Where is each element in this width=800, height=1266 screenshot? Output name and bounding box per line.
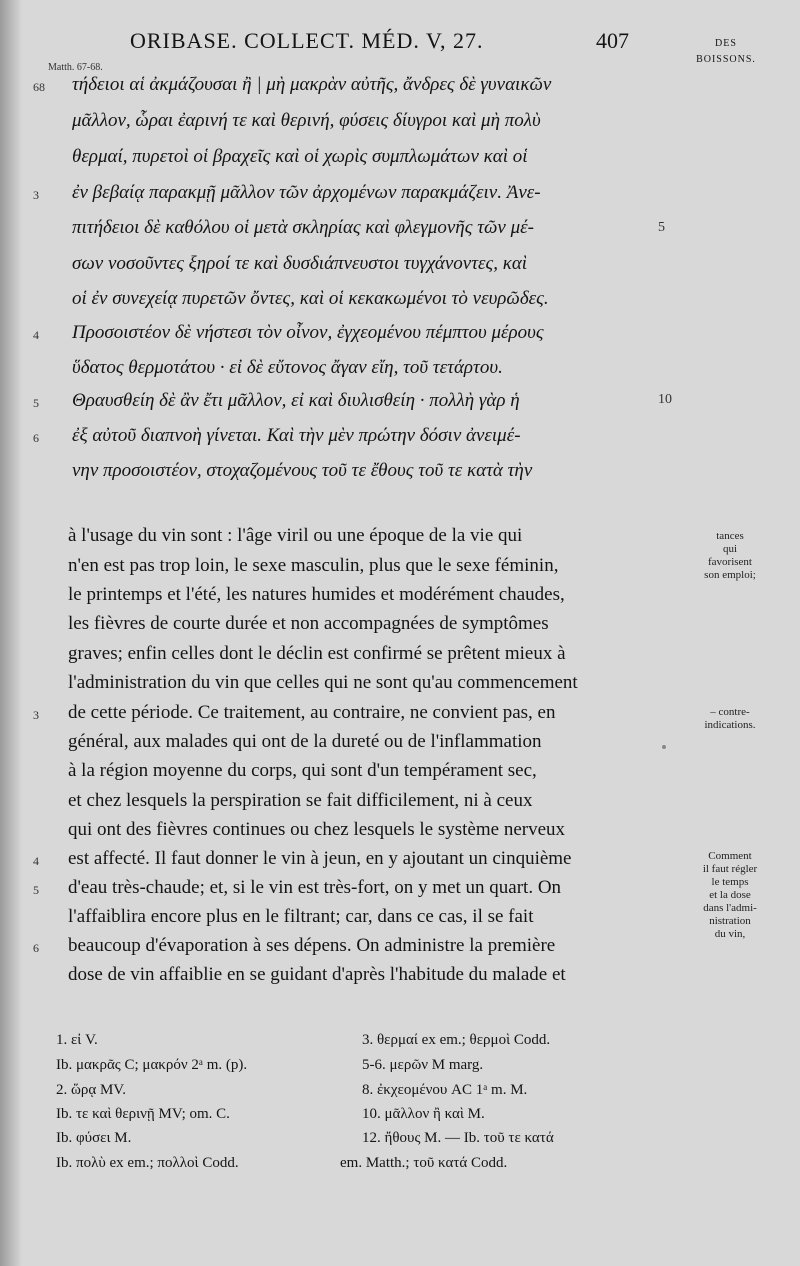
margin-note-line: Comment: [708, 850, 752, 862]
apparatus-entry: 3. θερμαί ex em.; θερμοὶ Codd.: [362, 1032, 551, 1048]
apparatus-entry: 1. εἰ V.: [56, 1032, 98, 1048]
french-line: dose de vin affaiblie en se guidant d'après l'habitude du malade et: [68, 964, 566, 985]
apparatus-entry: Ib. τε καὶ θερινῇ MV; om. C.: [56, 1106, 230, 1122]
greek-line: θερμαί, πυρετοὶ οἱ βραχεῖς καὶ οἱ χωρὶς συμπλωμάτων καὶ οἱ: [72, 146, 528, 167]
french-line: et chez lesquels la perspiration se fait difficilement, ni à ceux: [68, 790, 533, 811]
apparatus-entry: 10. μᾶλλον ἢ καὶ M.: [362, 1106, 485, 1122]
french-line: d'eau très-chaude; et, si le vin est très-fort, on y met un quart. On: [68, 877, 562, 898]
apparatus-entry: 2. ὥρᾳ MV.: [56, 1082, 126, 1098]
margin-note-line: tances: [716, 530, 744, 542]
greek-line: ἐν βεβαίᾳ παρακμῇ μᾶλλον τῶν ἀρχομένων παρακμάζειν. Ἀνε-: [72, 182, 541, 203]
margin-note-line: le temps: [711, 876, 749, 888]
apparatus-entry: Ib. φύσει M.: [56, 1130, 132, 1146]
margin-note: [668, 850, 792, 941]
french-line: à l'usage du vin sont : l'âge viril ou une époque de la vie qui: [68, 525, 523, 546]
greek-line: Θραυσθείη δὲ ἂν ἔτι μᾶλλον, εἰ καὶ διυλισθείη · πολλὴ γὰρ ἡ: [72, 390, 520, 411]
greek-line: τήδειοι αἱ ἀκμάζουσαι ἢ | μὴ μακρὰν αὐτῆς, ἄνδρες δὲ γυναικῶν: [72, 74, 552, 95]
side-heading-line: DES: [715, 38, 737, 49]
greek-line: Προσοιστέον δὲ νήστεσι τὸν οἶνον, ἐγχεομένου πέμπτου μέρους: [72, 322, 544, 343]
apparatus-entry: 5-6. μερῶν M marg.: [362, 1057, 484, 1073]
margin-note-line: son emploi;: [704, 569, 756, 581]
margin-note-line: du vin,: [714, 928, 746, 940]
french-line-number: 4: [33, 854, 39, 868]
french-line: à la région moyenne du corps, qui sont d'un tempérament sec,: [68, 760, 537, 781]
margin-note-line: nistration: [709, 915, 751, 927]
greek-line-number: 6: [33, 431, 39, 445]
edition-reference: Matth. 67-68.: [48, 62, 103, 73]
page-number: 407: [596, 28, 629, 53]
french-line: de cette période. Ce traitement, au contraire, ne convient pas, en: [68, 702, 556, 723]
running-header: ORIBASE. COLLECT. MÉD. V, 27.: [130, 28, 484, 53]
margin-note-line: dans l'admi-: [703, 902, 757, 914]
margin-note: [680, 706, 780, 732]
apparatus-entry: 12. ἤθους M. — Ib. τοῦ τε κατά: [362, 1130, 554, 1146]
greek-line: σων νοσοῦντες ξηροί τε καὶ δυσδιάπνευστοι τυγχάνοντες, καὶ: [72, 253, 528, 274]
french-line-number: 5: [33, 883, 39, 897]
margin-note-line: – contre-: [710, 706, 750, 718]
greek-line: ὕδατος θερμοτάτου · εἰ δὲ εὔτονος ἄγαν εἴη, τοῦ τετάρτου.: [72, 357, 503, 378]
french-line-number: 3: [33, 708, 39, 722]
margin-note-line: et la dose: [709, 889, 751, 901]
side-heading-line: BOISSONS.: [696, 54, 756, 65]
margin-note: [680, 530, 780, 582]
greek-line-number: 4: [33, 328, 39, 342]
french-line-number: 6: [33, 941, 39, 955]
gutter-shadow: [0, 0, 22, 1266]
french-line: qui ont des fièvres continues ou chez lesquels le système nerveux: [68, 819, 566, 840]
greek-margin-number: 10: [658, 392, 672, 407]
greek-line: οἱ ἐν συνεχείᾳ πυρετῶν ὄντες, καὶ οἱ κεκακωμένοι τὸ νευρῶδες.: [72, 288, 549, 309]
greek-margin-number: 5: [658, 220, 665, 235]
french-line: beaucoup d'évaporation à ses dépens. On administre la première: [68, 935, 556, 956]
french-line: l'affaiblira encore plus en le filtrant; car, dans ce cas, il se fait: [68, 906, 534, 927]
greek-line-number: 5: [33, 396, 39, 410]
greek-line: νην προσοιστέον, στοχαζομένους τοῦ τε ἔθους τοῦ τε κατὰ τὴν: [72, 460, 533, 481]
margin-note-line: il faut régler: [702, 863, 758, 875]
paper-speck: [662, 745, 666, 749]
apparatus-entry: 8. ἐκχεομένου AC 1ᵃ m. M.: [362, 1082, 528, 1098]
french-line: est affecté. Il faut donner le vin à jeun, en y ajoutant un cinquième: [68, 848, 572, 869]
greek-line-number: 68: [33, 80, 45, 94]
apparatus-entry: Ib. μακρᾶς C; μακρόν 2ᵃ m. (p).: [56, 1057, 248, 1073]
french-line: graves; enfin celles dont le déclin est confirmé se prêtent mieux à: [68, 643, 566, 664]
margin-note-line: favorisent: [708, 556, 752, 568]
greek-line: ἐξ αὐτοῦ διαπνοὴ γίνεται. Καὶ τὴν μὲν πρώτην δόσιν ἀνειμέ-: [72, 425, 521, 446]
french-line: l'administration du vin que celles qui ne sont qu'au commencement: [68, 672, 578, 693]
side-heading: [686, 36, 766, 68]
apparatus-entry: em. Matth.; τοῦ κατά Codd.: [340, 1155, 508, 1171]
french-line: le printemps et l'été, les natures humides et modérément chaudes,: [68, 584, 565, 605]
french-line: général, aux malades qui ont de la dureté ou de l'inflammation: [68, 731, 542, 752]
apparatus-entry: Ib. πολὺ ex em.; πολλοὶ Codd.: [56, 1155, 239, 1171]
greek-line: μᾶλλον, ὧραι ἐαρινή τε καὶ θερινή, φύσεις δίυγροι καὶ μὴ πολὺ: [72, 110, 541, 131]
margin-note-line: indications.: [704, 719, 756, 731]
french-line: n'en est pas trop loin, le sexe masculin, plus que le sexe féminin,: [68, 555, 559, 576]
margin-note-line: qui: [722, 543, 738, 555]
greek-line: πιτήδειοι δὲ καθόλου οἱ μετὰ σκληρίας καὶ φλεγμονῆς τῶν μέ-: [72, 217, 534, 238]
french-line: les fièvres de courte durée et non accompagnées de symptômes: [68, 613, 549, 634]
greek-line-number: 3: [33, 188, 39, 202]
